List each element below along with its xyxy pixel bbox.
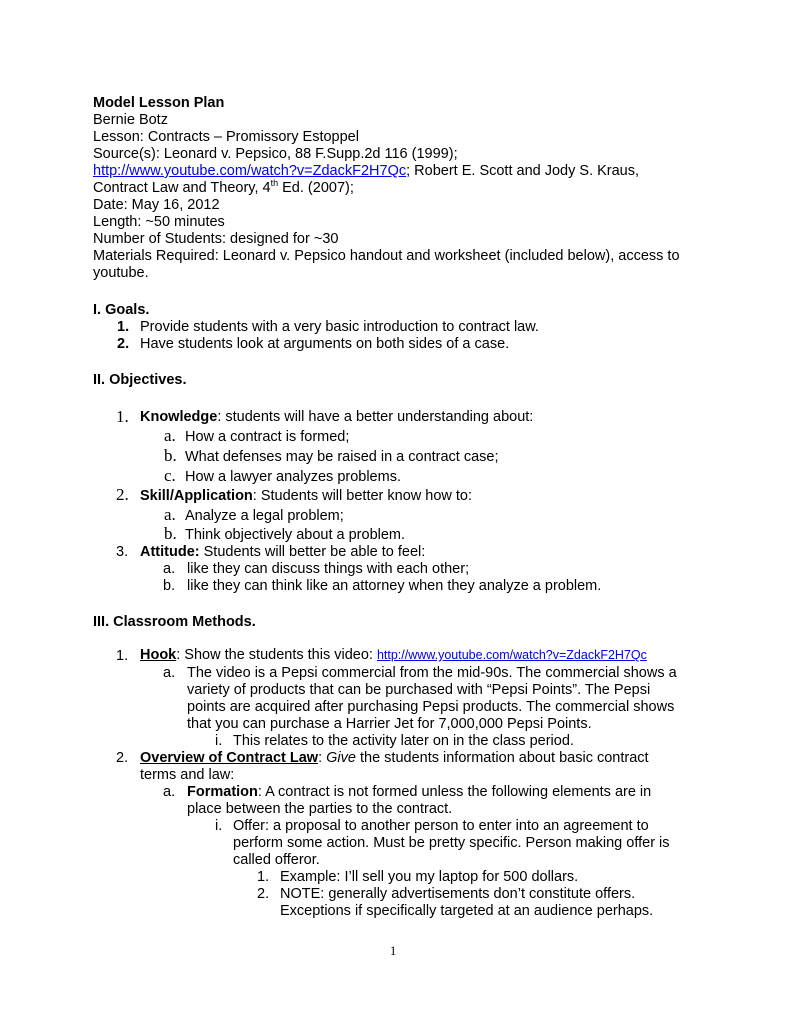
materials-line: Materials Required: Leonard v. Pepsico handout and worksheet (included below), access to [93, 248, 680, 264]
source-line-3 [93, 180, 354, 197]
goal-item: Have students look at arguments on both sides of a case. [140, 336, 510, 352]
length-line: Length: ~50 minutes [93, 214, 225, 230]
students-line: Number of Students: designed for ~30 [93, 231, 339, 247]
objective-number: 2. [116, 485, 129, 504]
formation-line-2: place between the parties to the contract. [187, 801, 453, 817]
objective-sub-letter: a. [164, 426, 176, 445]
superscript: th [270, 178, 279, 189]
overview-text: the students information about basic contract [355, 750, 649, 766]
date-line: Date: May 16, 2012 [93, 197, 220, 213]
offer-item: Example: I’ll sell you my laptop for 500 dollars. [280, 869, 579, 885]
hook-description: The video is a Pepsi commercial from the mid-90s. The commercial shows a [187, 665, 677, 681]
objectives-heading: II. Objectives. [93, 372, 187, 388]
overview-line-2: terms and law: [140, 767, 235, 783]
goals-heading: I. Goals. [93, 302, 150, 318]
offer-number: i. [215, 818, 223, 834]
objective-sub-letter: a. [164, 505, 176, 524]
objective-sub-letter: c. [164, 466, 176, 485]
objective-sub-item: Think objectively about a problem. [185, 527, 406, 543]
objective-sub-letter: a. [163, 561, 176, 577]
hook-description: that you can purchase a Harrier Jet for 7,000,000 Pepsi Points. [187, 716, 592, 732]
objective-number: 1. [116, 407, 129, 426]
skill-text: : Students will better know how to: [252, 488, 473, 504]
source-book: Contract Law and Theory, 4 [93, 180, 271, 196]
goal-item: Provide students with a very basic introduction to contract law. [140, 319, 539, 335]
objective-skill [140, 488, 472, 505]
objective-sub-letter: b. [164, 524, 177, 543]
objective-sub-item: Analyze a legal problem; [185, 508, 344, 524]
hook-description: variety of products that can be purchased with “Pepsi Points”. The Pepsi [187, 682, 651, 698]
objective-sub-item: How a contract is formed; [185, 429, 350, 445]
offer-item: NOTE: generally advertisements don’t constitute offers. [280, 886, 636, 902]
source-line: Source(s): Leonard v. Pepsico, 88 F.Supp.2d 116 (1999); [93, 146, 458, 162]
offer-item-number: 1. [257, 869, 270, 885]
objective-attitude [140, 544, 425, 561]
offer-item: Exceptions if specifically targeted at an audience perhaps. [280, 903, 654, 919]
objective-sub-item: What defenses may be raised in a contract case; [185, 449, 499, 465]
goal-number: 2. [117, 336, 130, 352]
youtube-link[interactable]: http://www.youtube.com/watch?v=ZdackF2H7Qc [93, 163, 407, 179]
goal-number: 1. [117, 319, 130, 335]
overview-label: Overview of Contract Law [140, 750, 319, 766]
attitude-label: Attitude: [140, 544, 200, 560]
hook-subsub-item: This relates to the activity later on in the class period. [233, 733, 574, 749]
hook-description: points are acquired after purchasing Pepsi products. The commercial shows [187, 699, 675, 715]
hook-subsub-number: i. [215, 733, 223, 749]
formation-letter: a. [163, 784, 176, 800]
page-number: 1 [390, 944, 397, 958]
attitude-text: Students will better be able to feel: [199, 544, 426, 560]
source-edition: Ed. (2007); [278, 180, 354, 196]
materials-line-2: youtube. [93, 265, 149, 281]
method-number: 1. [116, 648, 129, 664]
author-line: Bernie Botz [93, 112, 168, 128]
hook-text: : Show the students this video: [176, 647, 377, 663]
hook-label: Hook [140, 647, 177, 663]
objective-sub-item: like they can think like an attorney when they analyze a problem. [187, 578, 602, 594]
objective-sub-letter: b. [164, 446, 177, 465]
hook-sub-letter: a. [163, 665, 176, 681]
formation-text: : A contract is not formed unless the following elements are in [257, 784, 652, 800]
lesson-line: Lesson: Contracts – Promissory Estoppel [93, 129, 359, 145]
skill-label: Skill/Application [140, 488, 253, 504]
method-number: 2. [116, 750, 129, 766]
overview-give: Give [326, 750, 356, 766]
source-text: ; Robert E. Scott and Jody S. Kraus, [406, 163, 640, 179]
offer-item-number: 2. [257, 886, 270, 902]
document-title: Model Lesson Plan [93, 95, 225, 111]
method-overview [140, 750, 649, 767]
formation-item [187, 784, 651, 801]
objective-sub-item: like they can discuss things with each other; [187, 561, 470, 577]
hook-video-link[interactable]: http://www.youtube.com/watch?v=ZdackF2H7Qc [376, 648, 647, 662]
offer-text: perform some action. Must be pretty specific. Person making offer is [233, 835, 670, 851]
overview-colon: : [318, 750, 327, 766]
methods-heading: III. Classroom Methods. [93, 614, 256, 630]
source-line-2 [93, 163, 639, 180]
objective-sub-letter: b. [163, 578, 176, 594]
offer-text: Offer: a proposal to another person to enter into an agreement to [233, 818, 649, 834]
method-hook [140, 647, 647, 664]
offer-text: called offeror. [233, 852, 320, 868]
knowledge-text: : students will have a better understanding about: [217, 409, 534, 425]
knowledge-label: Knowledge [140, 409, 218, 425]
objective-sub-item: How a lawyer analyzes problems. [185, 469, 401, 485]
objective-number: 3. [116, 544, 129, 560]
formation-label: Formation [187, 784, 258, 800]
objective-knowledge [140, 409, 533, 426]
